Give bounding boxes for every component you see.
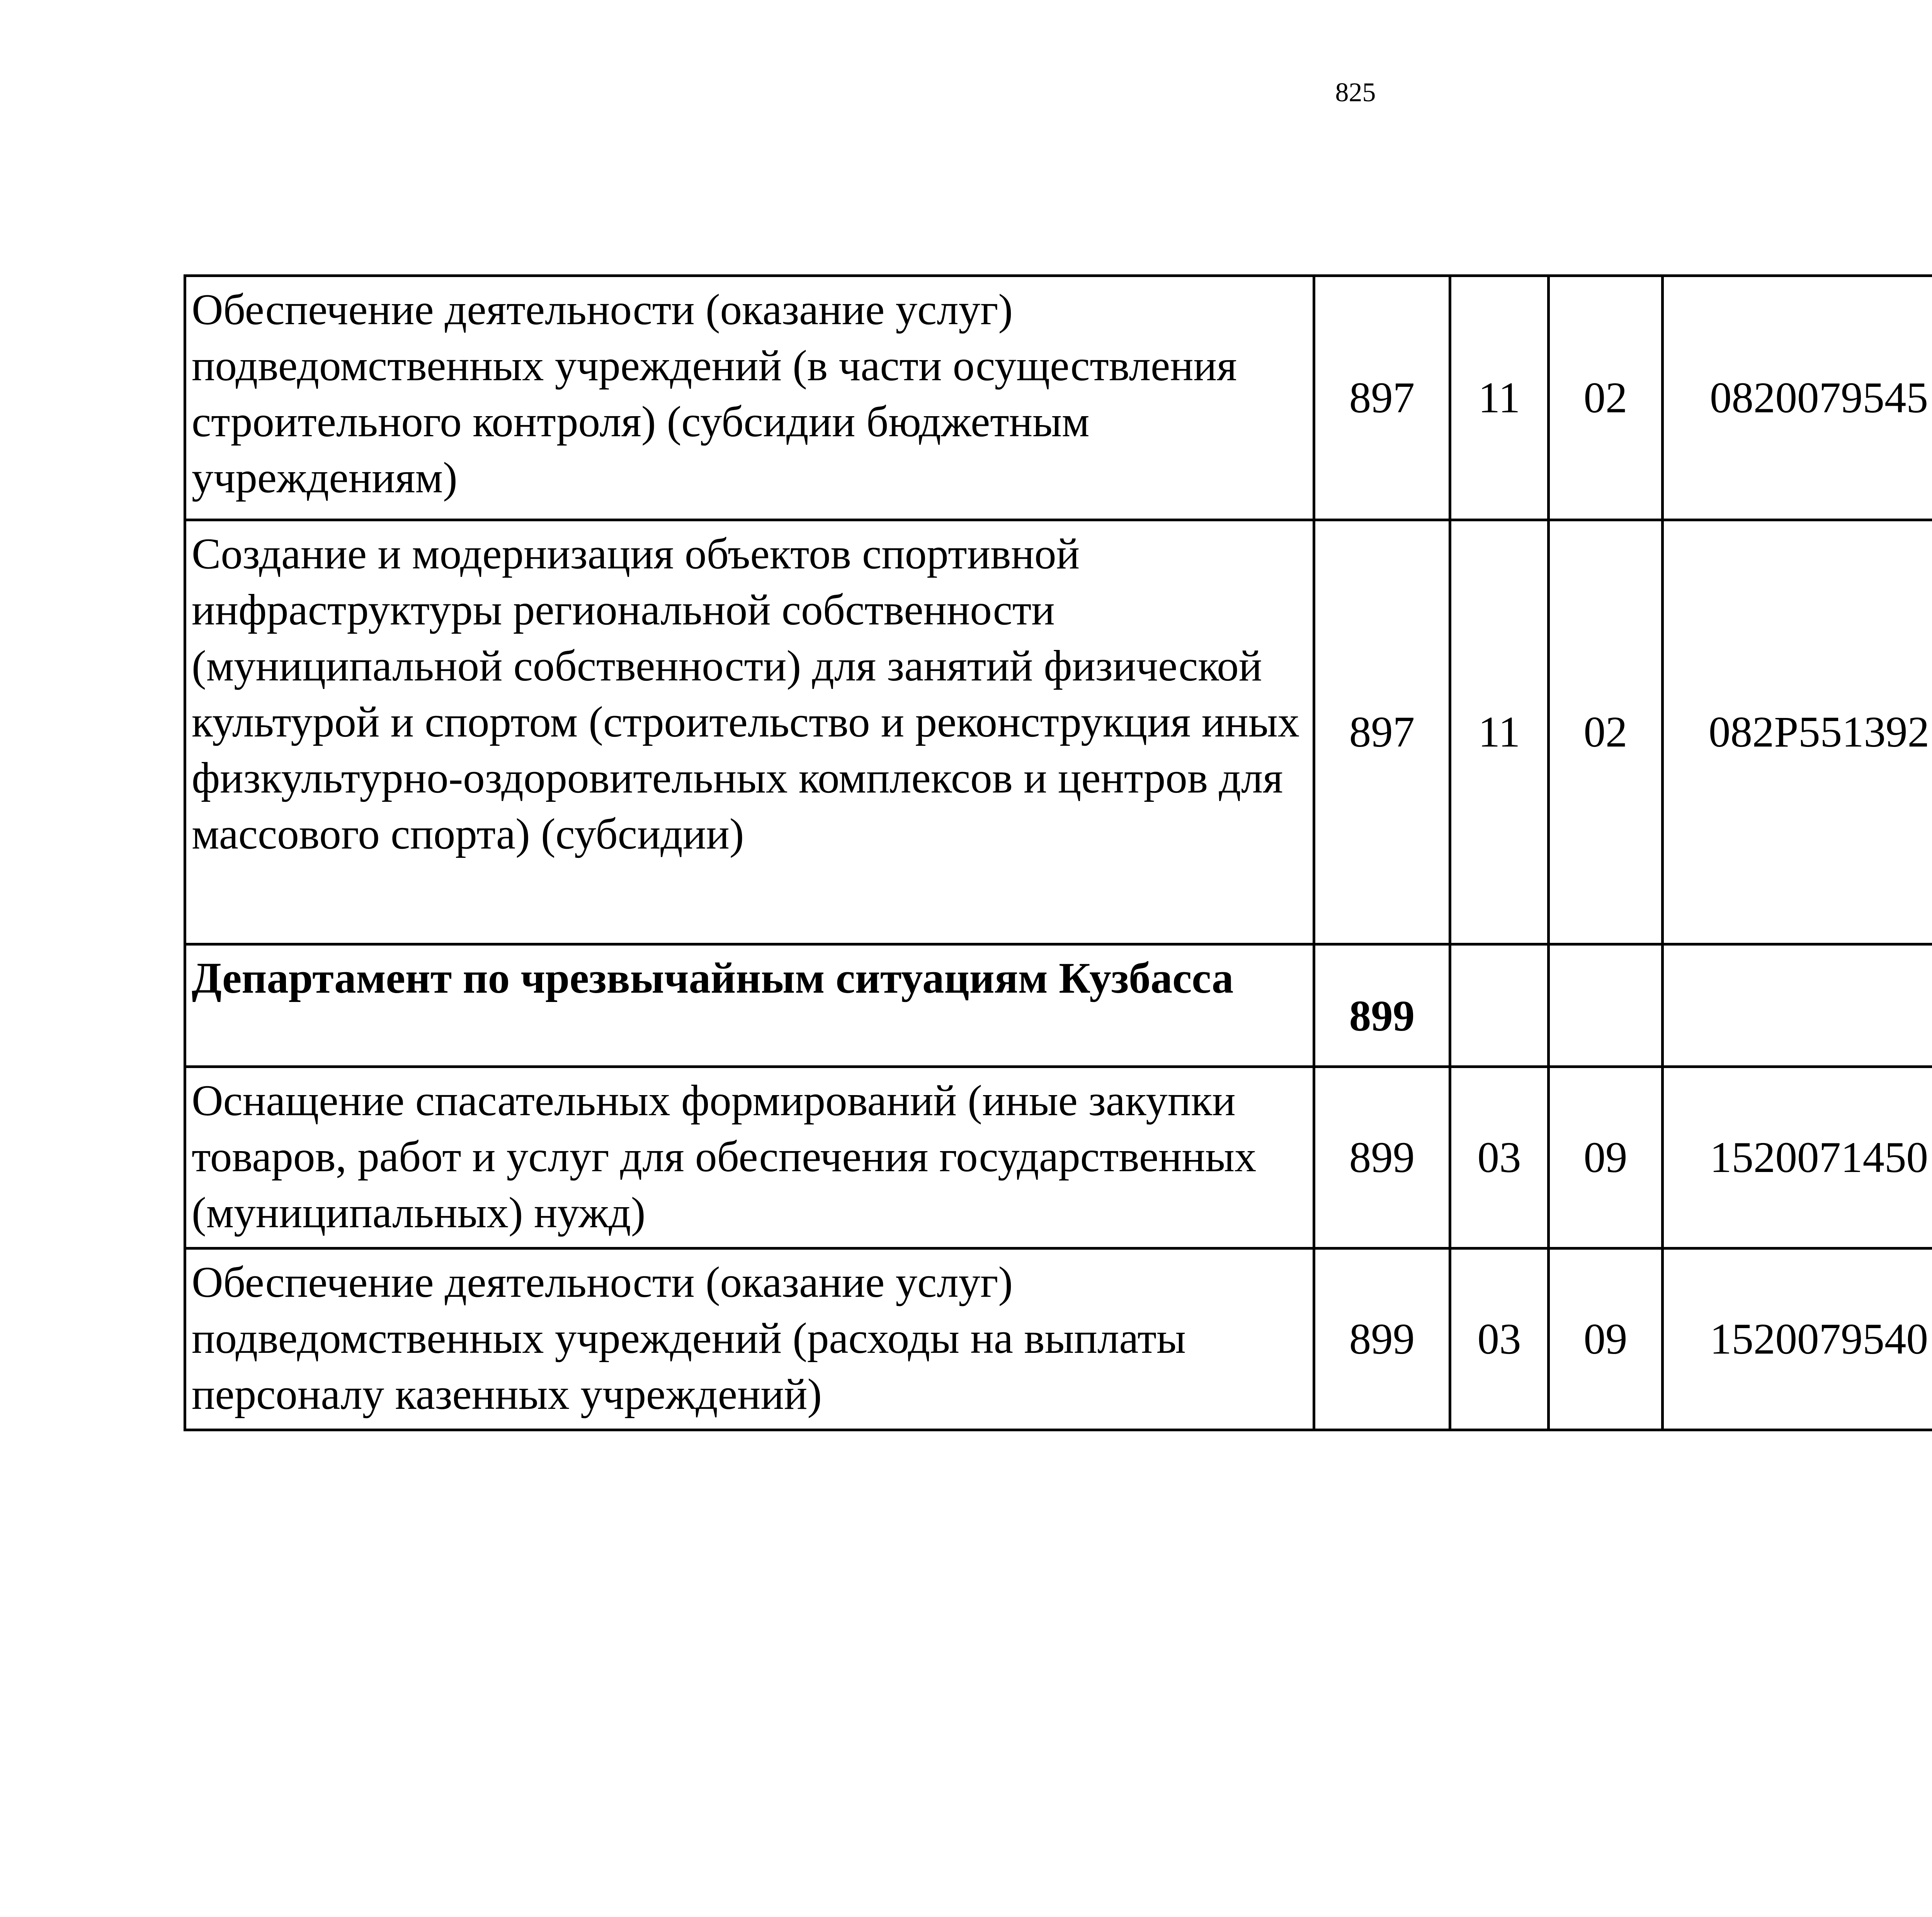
target-article-cell: 0820079545	[1663, 276, 1932, 520]
target-article-cell: 1520079540	[1663, 1249, 1932, 1430]
page-number: 825	[1335, 78, 1376, 107]
table-row	[185, 1067, 1932, 1249]
ministry-code-cell: 899	[1314, 1067, 1450, 1249]
row-name-cell: Создание и модернизация объектов спортивной инфраструктуры региональной собственности (муниципальной собственности) для занятий физической культурой и спортом (строительство и реконструкция иных физкультурно-оздоровительных комплексов и центров для массового спорта) (субсидии)	[185, 520, 1314, 944]
table-row	[185, 520, 1932, 944]
ministry-code-cell: 899	[1314, 1249, 1450, 1430]
row-name-cell: Оснащение спасательных формирований (иные закупки товаров, работ и услуг для обеспечения государственных (муниципальных) нужд)	[185, 1067, 1314, 1249]
table-row	[185, 1249, 1932, 1430]
subsection-code-cell: 02	[1549, 276, 1663, 520]
subsection-code-cell: 02	[1549, 520, 1663, 944]
target-article-cell	[1663, 944, 1932, 1067]
ministry-code-cell: 897	[1314, 520, 1450, 944]
row-name-cell: Обеспечение деятельности (оказание услуг) подведомственных учреждений (в части осуществления строительного контроля) (субсидии бюджетным учреждениям)	[185, 276, 1314, 520]
table-row	[185, 276, 1932, 520]
row-name-cell: Обеспечение деятельности (оказание услуг) подведомственных учреждений (расходы на выплаты персоналу казенных учреждений)	[185, 1249, 1314, 1430]
section-code-cell: 03	[1450, 1249, 1549, 1430]
ministry-code-cell: 897	[1314, 276, 1450, 520]
target-article-cell: 1520071450	[1663, 1067, 1932, 1249]
budget-table	[184, 274, 1932, 1431]
target-article-cell: 082P551392	[1663, 520, 1932, 944]
subsection-code-cell: 09	[1549, 1067, 1663, 1249]
row-name-cell: Департамент по чрезвычайным ситуациям Кузбасса	[185, 944, 1314, 1067]
section-code-cell: 11	[1450, 520, 1549, 944]
section-code-cell	[1450, 944, 1549, 1067]
subsection-code-cell: 09	[1549, 1249, 1663, 1430]
table-row-department	[185, 944, 1932, 1067]
section-code-cell: 03	[1450, 1067, 1549, 1249]
subsection-code-cell	[1549, 944, 1663, 1067]
section-code-cell: 11	[1450, 276, 1549, 520]
ministry-code-cell: 899	[1314, 944, 1450, 1067]
